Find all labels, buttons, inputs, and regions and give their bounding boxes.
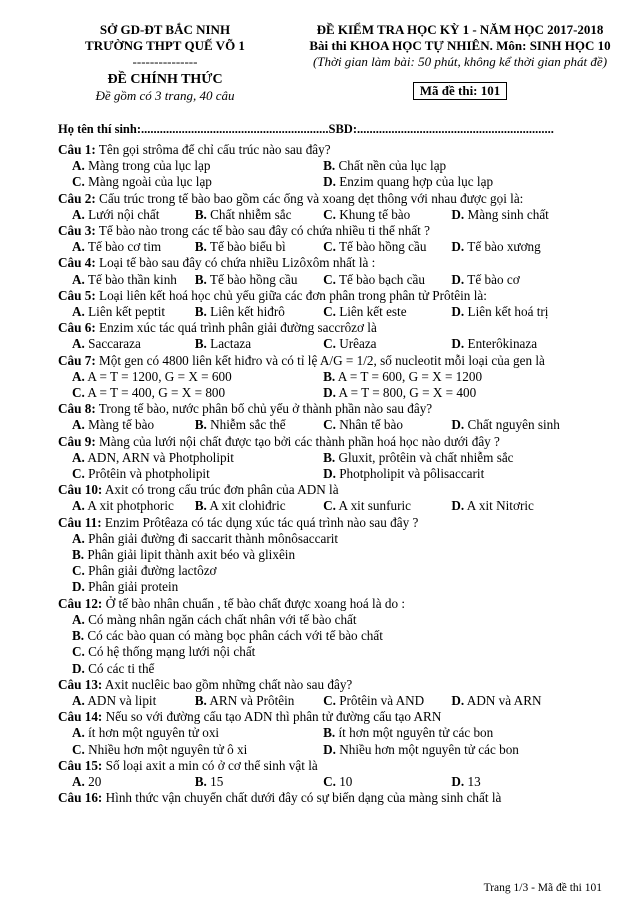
answer-options <box>58 239 630 255</box>
answer-option <box>323 385 630 401</box>
question-number: Câu 5: <box>58 287 96 303</box>
option-letter: C. <box>323 498 336 514</box>
option-letter: B. <box>194 304 207 320</box>
option-letter: D. <box>323 466 336 482</box>
exam-subject: Bài thi KHOA HỌC TỰ NHIÊN. Môn: SINH HỌC 10 <box>309 38 611 53</box>
question-stem <box>58 401 630 417</box>
option-text: Phân giải protein <box>84 579 179 595</box>
answer-option <box>323 774 451 790</box>
option-letter: B. <box>323 725 336 741</box>
answer-options <box>58 450 630 482</box>
answer-option <box>72 531 630 547</box>
option-letter: A. <box>72 449 85 465</box>
option-letter: A. <box>72 336 85 352</box>
option-letter: C. <box>72 385 85 401</box>
answer-option <box>195 336 323 352</box>
option-letter: D. <box>451 773 465 789</box>
question-13 <box>58 677 630 709</box>
option-text: A = T = 400, G = X = 800 <box>84 385 226 401</box>
question-stem <box>58 320 630 336</box>
option-letter: B. <box>194 271 207 287</box>
question-text: Tên gọi strôma để chỉ cấu trúc nào sau đây? <box>95 142 331 157</box>
answer-option <box>195 272 323 288</box>
question-stem <box>58 288 630 304</box>
answer-option <box>72 628 630 644</box>
answer-option <box>451 336 630 352</box>
option-text: Có các ti thể <box>84 660 155 676</box>
option-letter: B. <box>194 417 207 433</box>
option-text: Phân giải lipit thành axit béo và glixêin <box>84 547 296 563</box>
answer-option <box>323 417 451 433</box>
option-text: Urêaza <box>335 336 377 352</box>
answer-options <box>58 272 630 288</box>
option-text: 15 <box>206 773 224 789</box>
option-letter: D. <box>323 174 336 190</box>
student-info-line: Họ tên thí sinh:............................................................SBD:............................................................... <box>58 122 554 136</box>
question-2 <box>58 191 630 223</box>
option-letter: C. <box>323 271 336 287</box>
option-letter: B. <box>194 773 207 789</box>
option-letter: C. <box>72 563 85 579</box>
option-text: Prôtêin và photpholipit <box>84 466 210 482</box>
question-text: Enzim Prôtêaza có tác dụng xúc tác quá trình nào sau đây ? <box>101 514 419 530</box>
option-letter: C. <box>72 741 85 757</box>
answer-option <box>72 612 630 628</box>
answer-option <box>72 304 195 320</box>
question-stem <box>58 353 630 369</box>
option-letter: D. <box>323 385 336 401</box>
option-text: Có các bào quan có màng bọc phân cách với tế bào chất <box>84 628 383 644</box>
option-text: Nhân tế bào <box>335 417 403 433</box>
option-text: Màng tế bào <box>84 417 155 433</box>
answer-option <box>323 498 451 514</box>
answer-option <box>451 207 630 223</box>
option-letter: B. <box>194 692 207 708</box>
answer-options <box>58 531 630 596</box>
question-number: Câu 9: <box>58 433 96 449</box>
option-letter: D. <box>451 271 465 287</box>
option-text: Chất nguyên sinh <box>464 417 560 433</box>
option-letter: C. <box>72 644 85 660</box>
option-text: ARN và Prôtêin <box>206 692 295 708</box>
option-text: Nhiều hơn một nguyên tử các bon <box>335 741 519 757</box>
answer-options <box>58 774 630 790</box>
option-letter: C. <box>323 692 336 708</box>
question-number: Câu 2: <box>58 190 96 206</box>
option-text: Nhiễm sắc thể <box>206 417 286 433</box>
question-6 <box>58 320 630 352</box>
option-text: A xit clohiđric <box>206 498 286 514</box>
exam-code-row <box>290 82 630 100</box>
answer-option <box>72 336 195 352</box>
question-text: Loại liên kết hoá học chủ yếu giữa các đơn phân trong phân tử Prôtêin là: <box>95 287 487 303</box>
option-letter: D. <box>451 304 465 320</box>
question-number: Câu 16: <box>58 790 103 806</box>
option-letter: D. <box>72 660 85 676</box>
option-letter: A. <box>72 271 85 287</box>
question-8 <box>58 401 630 433</box>
answer-options <box>58 417 630 433</box>
option-text: ADN, ARN và Photpholipit <box>84 449 234 465</box>
answer-option <box>323 450 630 466</box>
question-text: Hình thức vận chuyển chất dưới đây có sự biến dạng của màng sinh chất là <box>102 790 502 806</box>
answer-option <box>72 498 195 514</box>
question-10 <box>58 482 630 514</box>
option-letter: A. <box>72 417 85 433</box>
option-letter: A. <box>72 368 85 384</box>
option-text: A = T = 1200, G = X = 600 <box>84 368 232 384</box>
option-text: Chất nhiễm sắc <box>206 206 292 222</box>
option-text: 10 <box>335 773 353 789</box>
option-letter: B. <box>323 449 336 465</box>
option-text: Tế bào xương <box>464 239 541 255</box>
question-16 <box>58 790 630 806</box>
option-text: Tế bào bạch cầu <box>335 271 425 287</box>
option-letter: B. <box>194 498 207 514</box>
answer-option <box>195 693 323 709</box>
question-stem <box>58 142 630 158</box>
option-text: Enterôkinaza <box>464 336 538 352</box>
answer-option <box>72 385 323 401</box>
option-letter: C. <box>323 773 336 789</box>
question-number: Câu 10: <box>58 482 103 498</box>
answer-option <box>72 369 323 385</box>
option-letter: A. <box>72 158 85 174</box>
question-stem <box>58 677 630 693</box>
question-stem <box>58 709 630 725</box>
option-text: Liên kết hiđrô <box>206 304 285 320</box>
exam-title: ĐỀ KIỂM TRA HỌC KỲ 1 - NĂM HỌC 2017-2018 <box>316 22 604 37</box>
answer-option <box>451 272 630 288</box>
option-text: 20 <box>84 773 102 789</box>
option-text: 13 <box>464 773 481 789</box>
question-text: Màng của lưới nội chất được tạo bởi các thành phần hoá học nào dưới đây ? <box>95 433 500 449</box>
option-text: Phân giải đường đi saccarit thành mônôsaccarit <box>84 530 339 546</box>
answer-option <box>72 272 195 288</box>
option-text: Có hệ thống mạng lưới nội chất <box>84 644 256 660</box>
option-text: Có màng nhân ngăn cách chất nhân với tế bào chất <box>84 611 357 627</box>
answer-option <box>451 239 630 255</box>
question-number: Câu 8: <box>58 401 96 417</box>
question-text: Một gen có 4800 liên kết hiđro và có tỉ lệ A/G = 1/2, số nucleotit mỗi loại của gen là <box>95 352 545 368</box>
answer-option <box>323 207 451 223</box>
divider-dashes: --------------- <box>132 54 198 69</box>
question-text: Loại tế bào sau đây có chứa nhiều Lizôxôm nhất là : <box>95 255 376 271</box>
option-text: Tế bào cơ tim <box>84 239 162 255</box>
answer-option <box>323 174 630 190</box>
option-letter: B. <box>72 628 85 644</box>
option-letter: C. <box>323 239 336 255</box>
option-text: Enzim quang hợp của lục lạp <box>335 174 494 190</box>
answer-option <box>72 693 195 709</box>
option-text: Chất nền của lục lạp <box>335 158 447 174</box>
answer-option <box>72 547 630 563</box>
answer-option <box>323 239 451 255</box>
header-right <box>290 22 630 100</box>
option-letter: C. <box>72 466 85 482</box>
option-text: Lưới nội chất <box>84 206 160 222</box>
option-letter: C. <box>323 417 336 433</box>
question-stem <box>58 596 630 612</box>
answer-option <box>323 742 630 758</box>
answer-option <box>323 336 451 352</box>
option-text: ít hơn một nguyên tử các bon <box>335 725 494 741</box>
question-15 <box>58 758 630 790</box>
question-number: Câu 4: <box>58 255 96 271</box>
question-text: Axit nuclêic bao gồm những chất nào sau đây? <box>102 676 353 692</box>
option-text: Nhiều hơn một nguyên tử ô xi <box>84 741 248 757</box>
answer-options <box>58 369 630 401</box>
option-letter: A. <box>72 773 85 789</box>
answer-option <box>451 304 630 320</box>
option-letter: B. <box>194 206 207 222</box>
answer-options <box>58 207 630 223</box>
option-text: Liên kết hoá trị <box>464 304 549 320</box>
option-letter: C. <box>323 336 336 352</box>
question-3 <box>58 223 630 255</box>
answer-option <box>72 239 195 255</box>
option-text: Tế bào biểu bì <box>206 239 286 255</box>
pages-note: Đề gồm có 3 trang, 40 câu <box>95 88 235 103</box>
option-text: A xit Nitơric <box>464 498 534 514</box>
answer-option <box>195 774 323 790</box>
option-text: ADN và lipit <box>84 692 157 708</box>
question-number: Câu 12: <box>58 595 103 611</box>
option-text: Lactaza <box>206 336 252 352</box>
option-letter: A. <box>72 498 85 514</box>
option-letter: B. <box>72 547 85 563</box>
answer-option <box>72 644 630 660</box>
question-text: Axit có trong cấu trúc đơn phân của ADN là <box>102 482 339 498</box>
question-text: Cấu trúc trong tế bào bao gồm các ống và xoang dẹt thông với nhau được gọi là: <box>95 190 524 206</box>
answer-options <box>58 498 630 514</box>
answer-option <box>72 417 195 433</box>
option-letter: D. <box>451 336 465 352</box>
option-text: Liên kết este <box>335 304 407 320</box>
question-stem <box>58 434 630 450</box>
option-text: Màng sinh chất <box>464 206 549 222</box>
option-text: Gluxit, prôtêin và chất nhiễm sắc <box>335 449 514 465</box>
school-name: TRƯỜNG THPT QUẾ VÕ 1 <box>85 38 245 53</box>
option-text: Tế bào hồng cầu <box>206 271 298 287</box>
answer-option <box>451 498 630 514</box>
option-letter: A. <box>72 239 85 255</box>
option-text: Saccaraza <box>84 336 141 352</box>
question-number: Câu 7: <box>58 352 96 368</box>
answer-option <box>195 304 323 320</box>
answer-option <box>323 158 630 174</box>
question-text: Nếu so với đường cấu tạo ADN thì phân tử đường cấu tạo ARN <box>102 709 442 725</box>
answer-option <box>72 579 630 595</box>
question-4 <box>58 255 630 287</box>
question-stem <box>58 223 630 239</box>
question-text: Trong tế bào, nước phân bố chủ yếu ở thành phần nào sau đây? <box>95 401 433 417</box>
option-text: Prôtêin và AND <box>335 692 425 708</box>
option-text: ADN và ARN <box>464 692 542 708</box>
answer-option <box>451 774 630 790</box>
question-number: Câu 13: <box>58 676 103 692</box>
option-text: A xit sunfuric <box>335 498 411 514</box>
exam-code-box: Mã đề thi: 101 <box>413 82 508 100</box>
time-note: (Thời gian làm bài: 50 phút, không kể thời gian phát đề) <box>312 54 608 69</box>
question-number: Câu 11: <box>58 514 102 530</box>
page-footer: Trang 1/3 - Mã đề thi 101 <box>483 882 602 894</box>
question-12 <box>58 596 630 677</box>
question-11 <box>58 515 630 596</box>
question-stem <box>58 482 630 498</box>
answer-option <box>195 207 323 223</box>
question-5 <box>58 288 630 320</box>
option-text: Tế bào thần kinh <box>84 271 177 287</box>
option-letter: C. <box>323 304 336 320</box>
answer-option <box>323 369 630 385</box>
question-text: Enzim xúc tác quá trình phân giải đường saccrôzơ là <box>95 320 377 336</box>
answer-option <box>72 174 323 190</box>
answer-option <box>72 207 195 223</box>
option-letter: A. <box>72 206 85 222</box>
question-number: Câu 14: <box>58 709 103 725</box>
answer-option <box>72 725 323 741</box>
option-letter: D. <box>323 741 336 757</box>
answer-option <box>451 417 630 433</box>
option-letter: D. <box>451 692 465 708</box>
option-letter: B. <box>323 158 336 174</box>
option-letter: A. <box>72 692 85 708</box>
option-text: Liên kết peptit <box>84 304 166 320</box>
option-text: Tế bào cơ <box>464 271 520 287</box>
answer-option <box>195 239 323 255</box>
option-text: Khung tế bào <box>335 206 411 222</box>
option-letter: B. <box>323 368 336 384</box>
answer-option <box>72 563 630 579</box>
answer-option <box>72 450 323 466</box>
option-letter: D. <box>451 498 465 514</box>
answer-option <box>72 742 323 758</box>
answer-option <box>323 693 451 709</box>
answer-option <box>323 466 630 482</box>
answer-option <box>72 661 630 677</box>
answer-options <box>58 158 630 190</box>
answer-option <box>323 272 451 288</box>
question-number: Câu 1: <box>58 142 96 157</box>
option-letter: D. <box>451 239 465 255</box>
answer-options <box>58 336 630 352</box>
option-text: Phân giải đường lactôzơ <box>84 563 217 579</box>
option-letter: B. <box>194 336 207 352</box>
option-text: A xit photphoric <box>84 498 174 514</box>
option-text: A = T = 600, G = X = 1200 <box>335 368 483 384</box>
question-7 <box>58 353 630 402</box>
answer-option <box>195 498 323 514</box>
question-stem <box>58 255 630 271</box>
question-stem <box>58 758 630 774</box>
answer-options <box>58 304 630 320</box>
option-letter: A. <box>72 725 85 741</box>
option-text: Photpholipit và pôlisaccarit <box>335 466 485 482</box>
answer-option <box>72 774 195 790</box>
option-letter: C. <box>72 174 85 190</box>
option-letter: C. <box>323 206 336 222</box>
question-text: Số loại axit a min có ở cơ thể sinh vật là <box>102 757 318 773</box>
answer-option <box>323 725 630 741</box>
option-letter: D. <box>72 579 85 595</box>
question-1 <box>58 142 630 191</box>
option-text: ít hơn một nguyên tử oxi <box>84 725 220 741</box>
answer-options <box>58 612 630 677</box>
option-letter: D. <box>451 417 465 433</box>
option-text: Màng ngoài của lục lạp <box>84 174 212 190</box>
question-stem <box>58 790 630 806</box>
question-number: Câu 3: <box>58 223 96 239</box>
option-letter: A. <box>72 304 85 320</box>
answer-option <box>195 417 323 433</box>
option-letter: D. <box>451 206 465 222</box>
option-text: Tế bào hồng cầu <box>335 239 427 255</box>
question-number: Câu 6: <box>58 320 96 336</box>
option-letter: A. <box>72 611 85 627</box>
question-stem <box>58 515 630 531</box>
option-letter: A. <box>72 530 85 546</box>
question-14 <box>58 709 630 758</box>
answer-options <box>58 693 630 709</box>
question-number: Câu 15: <box>58 757 103 773</box>
question-list <box>58 142 630 806</box>
question-text: Tế bào nào trong các tế bào sau đây có chứa nhiều ti thể nhất ? <box>95 223 430 239</box>
answer-option <box>323 304 451 320</box>
option-text: A = T = 800, G = X = 400 <box>335 385 477 401</box>
question-9 <box>58 434 630 483</box>
answer-option <box>451 693 630 709</box>
official-label: ĐỀ CHÍNH THỨC <box>107 72 223 87</box>
header-left <box>50 22 280 104</box>
department-name: SỞ GD-ĐT BẮC NINH <box>99 22 231 37</box>
question-stem <box>58 191 630 207</box>
answer-option <box>72 466 323 482</box>
question-text: Ở tế bào nhân chuẩn , tế bào chất được xoang hoá là do : <box>102 595 406 611</box>
answer-options <box>58 725 630 757</box>
option-text: Màng trong của lục lạp <box>84 158 211 174</box>
option-letter: B. <box>194 239 207 255</box>
answer-option <box>72 158 323 174</box>
